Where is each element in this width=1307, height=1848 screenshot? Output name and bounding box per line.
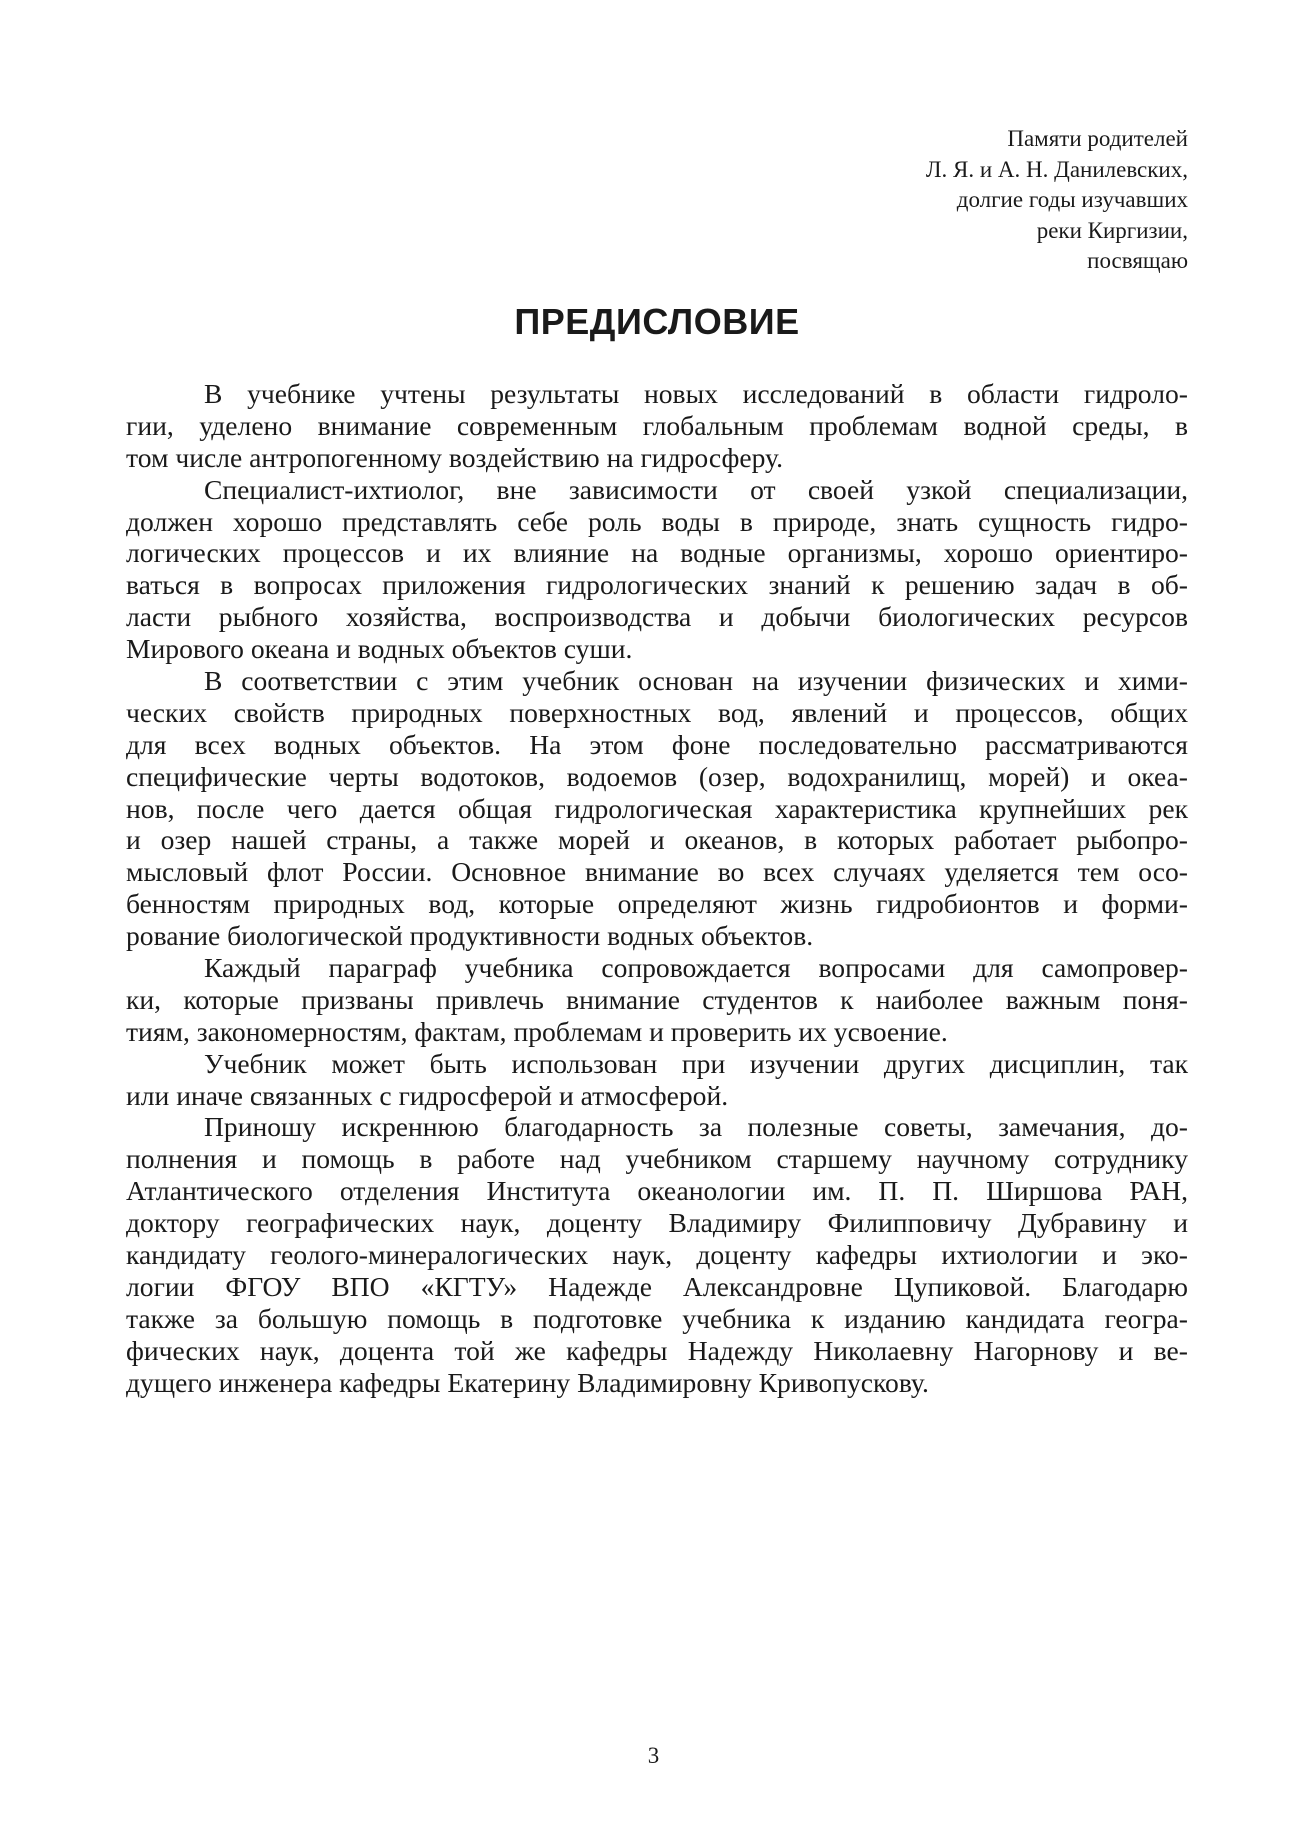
dedication-line: долгие годы изучавших <box>956 187 1188 212</box>
text-line: и озер нашей страны, а также морей и океанов, в которых работает рыбопро- <box>126 824 1188 856</box>
dedication-line: Л. Я. и А. Н. Данилевских, <box>925 156 1188 182</box>
text-line: Специалист-ихтиолог, вне зависимости от своей узкой специализации, <box>204 473 1188 505</box>
text-line: Атлантического отделения Института океанологии им. П. П. Ширшова РАН, <box>126 1175 1188 1207</box>
text-line: Мирового океана и водных объектов суши. <box>126 633 633 665</box>
text-line: полнения и помощь в работе над учебником старшему научному сотруднику <box>126 1143 1188 1175</box>
text-line: Учебник может быть использован при изучении других дисциплин, так <box>204 1047 1188 1079</box>
text-line: дущего инженера кафедры Екатерину Владимировну Кривопускову. <box>126 1366 929 1398</box>
text-line: нов, после чего дается общая гидрологическая характеристика крупнейших рек <box>126 792 1188 824</box>
dedication-line: посвящаю <box>1087 248 1188 273</box>
text-line: также за большую помощь в подготовке учебника к изданию кандидата геогра- <box>126 1302 1188 1334</box>
page-number: 3 <box>647 1743 660 1768</box>
text-line: том числе антропогенному воздействию на гидросферу. <box>126 441 783 473</box>
text-line: фических наук, доцента той же кафедры Надежду Николаевну Нагорнову и ве- <box>126 1334 1188 1366</box>
text-line: для всех водных объектов. На этом фоне последовательно рассматриваются <box>126 728 1188 760</box>
paragraph-3 <box>126 665 1188 952</box>
dedication-line: реки Киргизии, <box>1036 217 1188 243</box>
paragraph-6 <box>126 1111 1188 1398</box>
paragraph-2 <box>126 474 1188 665</box>
text-line: кандидату геолого-минералогических наук, доценту кафедры ихтиологии и эко- <box>126 1239 1188 1271</box>
dedication-line: Памяти родителей <box>1007 126 1188 151</box>
paragraph-1 <box>126 378 1188 474</box>
text-line: специфические черты водотоков, водоемов (озер, водохранилищ, морей) и океа- <box>126 760 1188 792</box>
text-line: Приношу искреннюю благодарность за полезные советы, замечания, до- <box>204 1111 1188 1143</box>
text-line: рование биологической продуктивности водных объектов. <box>126 920 814 952</box>
text-line: доктору географических наук, доценту Владимиру Филипповичу Дубравину и <box>126 1207 1188 1239</box>
text-line: ки, которые призваны привлечь внимание студентов к наиболее важным поня- <box>126 983 1188 1015</box>
text-line: мысловый флот России. Основное внимание во всех случаях уделяется тем осо- <box>126 856 1188 888</box>
paragraph-5 <box>126 1048 1188 1112</box>
text-line: гии, уделено внимание современным глобальным проблемам водной среды, в <box>126 409 1188 441</box>
page-title: ПРЕДИСЛОВИЕ <box>514 301 800 342</box>
text-line: или иначе связанных с гидросферой и атмосферой. <box>126 1079 729 1111</box>
text-line: тиям, закономерностям, фактам, проблемам и проверить их усвоение. <box>126 1015 948 1047</box>
text-line: должен хорошо представлять себе роль воды в природе, знать сущность гидро- <box>126 505 1188 537</box>
paragraph-4 <box>126 952 1188 1048</box>
text-line: ческих свойств природных поверхностных вод, явлений и процессов, общих <box>126 696 1188 728</box>
text-line: бенностям природных вод, которые определяют жизнь гидробионтов и форми- <box>126 888 1188 920</box>
text-line: Каждый параграф учебника сопровождается вопросами для самопровер- <box>204 952 1188 984</box>
preface-body <box>126 378 1188 1399</box>
text-line: ваться в вопросах приложения гидрологических знаний к решению задач в об- <box>126 569 1188 601</box>
text-line: В соответствии с этим учебник основан на изучении физических и хими- <box>204 665 1188 697</box>
text-line: ласти рыбного хозяйства, воспроизводства и добычи биологических ресурсов <box>126 601 1188 633</box>
text-line: логических процессов и их влияние на водные организмы, хорошо ориентиро- <box>126 537 1188 569</box>
dedication-epigraph <box>600 124 1188 277</box>
text-line: логии ФГОУ ВПО «КГТУ» Надежде Александровне Цупиковой. Благодарю <box>126 1270 1188 1302</box>
text-line: В учебнике учтены результаты новых исследований в области гидроло- <box>204 378 1188 409</box>
